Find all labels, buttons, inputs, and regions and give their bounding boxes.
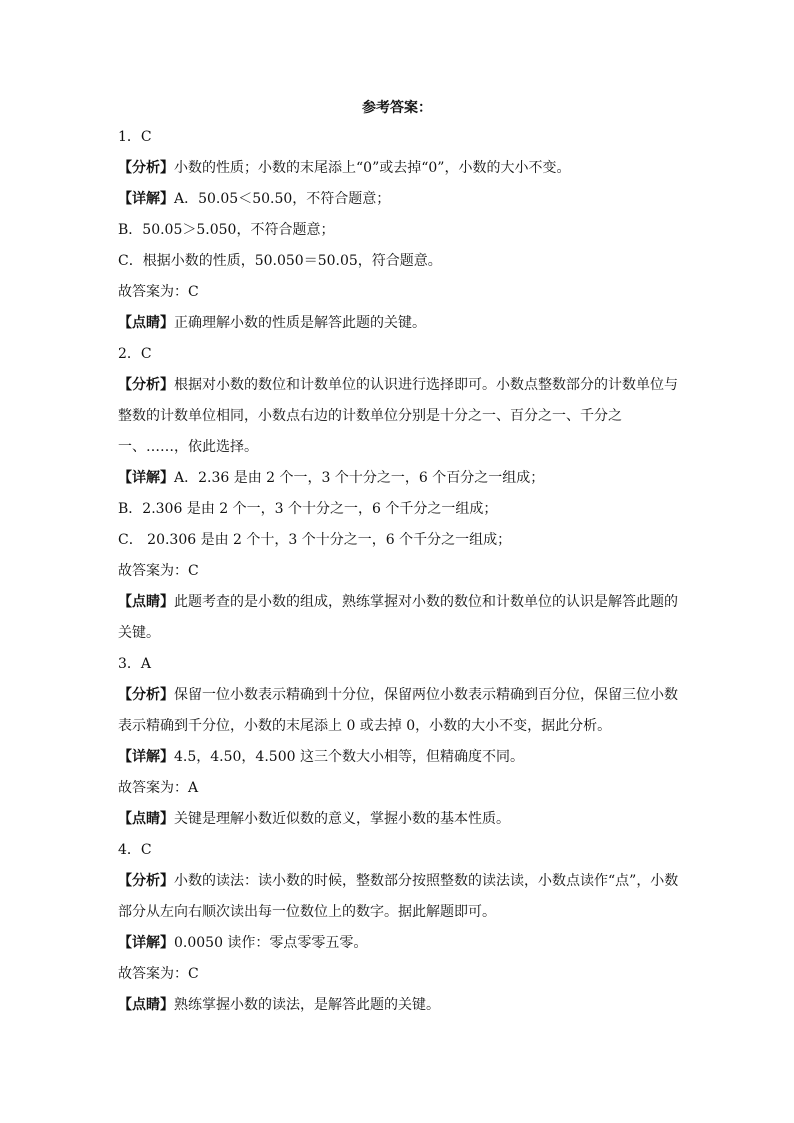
line-text: 小数的读法：读小数的时候，整数部分按照整数的读法读，小数点读作“点”，小数 [174,873,679,889]
line-text: 保留一位小数表示精确到十分位，保留两位小数表示精确到百分位，保留三位小数 [174,687,678,703]
text-line [118,680,678,711]
text-line [118,649,678,680]
text-line [118,215,678,246]
text-line [118,432,678,463]
section-tag: 【分析】 [118,687,174,703]
line-text: 小数的性质；小数的末尾添上“0”或去掉“0”，小数的大小不变。 [174,160,571,176]
text-line [118,618,678,649]
section-tag: 【详解】 [118,470,174,486]
text-line [118,587,678,618]
section-tag: 【点睛】 [118,594,174,610]
text-line [118,897,678,928]
line-text: 故答案为：A [118,780,199,796]
line-text: 0.0050 读作：零点零零五零。 [174,935,368,951]
text-line [118,928,678,959]
section-tag: 【点睛】 [118,315,174,331]
text-line [118,959,678,990]
section-tag: 【详解】 [118,191,174,207]
text-line [118,742,678,773]
line-text: 熟练掌握小数的读法，是解答此题的关键。 [174,997,440,1013]
line-text: 表示精确到千分位，小数的末尾添上 0 或去掉 0，小数的大小不变，据此分析。 [118,718,612,734]
line-text: 1．C [118,129,152,145]
section-tag: 【分析】 [118,377,174,393]
section-tag: 【点睛】 [118,811,174,827]
line-text: A．2.36 是由 2 个一，3 个十分之一，6 个百分之一组成； [174,470,545,486]
line-text: 故答案为：C [118,966,199,982]
line-text: 故答案为：C [118,284,199,300]
text-line [118,308,678,339]
line-text: B．50.05＞5.050，不符合题意； [118,222,335,238]
line-text: B．2.306 是由 2 个一，3 个十分之一，6 个千分之一组成； [118,501,498,517]
text-line [118,835,678,866]
line-text: 整数的计数单位相同，小数点右边的计数单位分别是十分之一、百分之一、千分之 [118,408,622,424]
text-line [118,401,678,432]
text-line [118,184,678,215]
text-line [118,277,678,308]
line-text: C． 20.306 是由 2 个十，3 个十分之一，6 个千分之一组成； [118,532,512,548]
text-line [118,153,678,184]
text-line [118,804,678,835]
text-line [118,525,678,556]
line-text: 部分从左向右顺次读出每一位数位上的数字。据此解题即可。 [118,904,496,920]
line-text: A．50.05＜50.50，不符合题意； [174,191,391,207]
line-text: 4.5，4.50，4.500 这三个数大小相等，但精确度不同。 [174,749,524,765]
text-line [118,711,678,742]
line-text: 关键。 [118,625,160,641]
line-text: 一、……，依此选择。 [118,439,258,455]
text-line [118,370,678,401]
text-line [118,246,678,277]
line-text: 此题考查的是小数的组成，熟练掌握对小数的数位和计数单位的认识是解答此题的 [174,594,678,610]
answer-content [118,122,678,1021]
section-tag: 【详解】 [118,749,174,765]
text-line [118,990,678,1021]
section-tag: 【分析】 [118,160,174,176]
text-line [118,773,678,804]
text-line [118,494,678,525]
line-text: 关键是理解小数近似数的意义，掌握小数的基本性质。 [174,811,510,827]
line-text: 正确理解小数的性质是解答此题的关键。 [174,315,426,331]
line-text: 3．A [118,656,152,672]
page-title: 参考答案： [362,100,432,116]
line-text: 2．C [118,346,152,362]
text-line [118,866,678,897]
line-text: 根据对小数的数位和计数单位的认识进行选择即可。小数点整数部分的计数单位与 [174,377,678,393]
section-tag: 【分析】 [118,873,174,889]
section-tag: 【详解】 [118,935,174,951]
line-text: 4．C [118,842,152,858]
text-line [118,122,678,153]
text-line [118,463,678,494]
text-line [118,339,678,370]
line-text: C．根据小数的性质，50.050＝50.05，符合题意。 [118,253,442,269]
section-tag: 【点睛】 [118,997,174,1013]
line-text: 故答案为：C [118,563,199,579]
text-line [118,556,678,587]
